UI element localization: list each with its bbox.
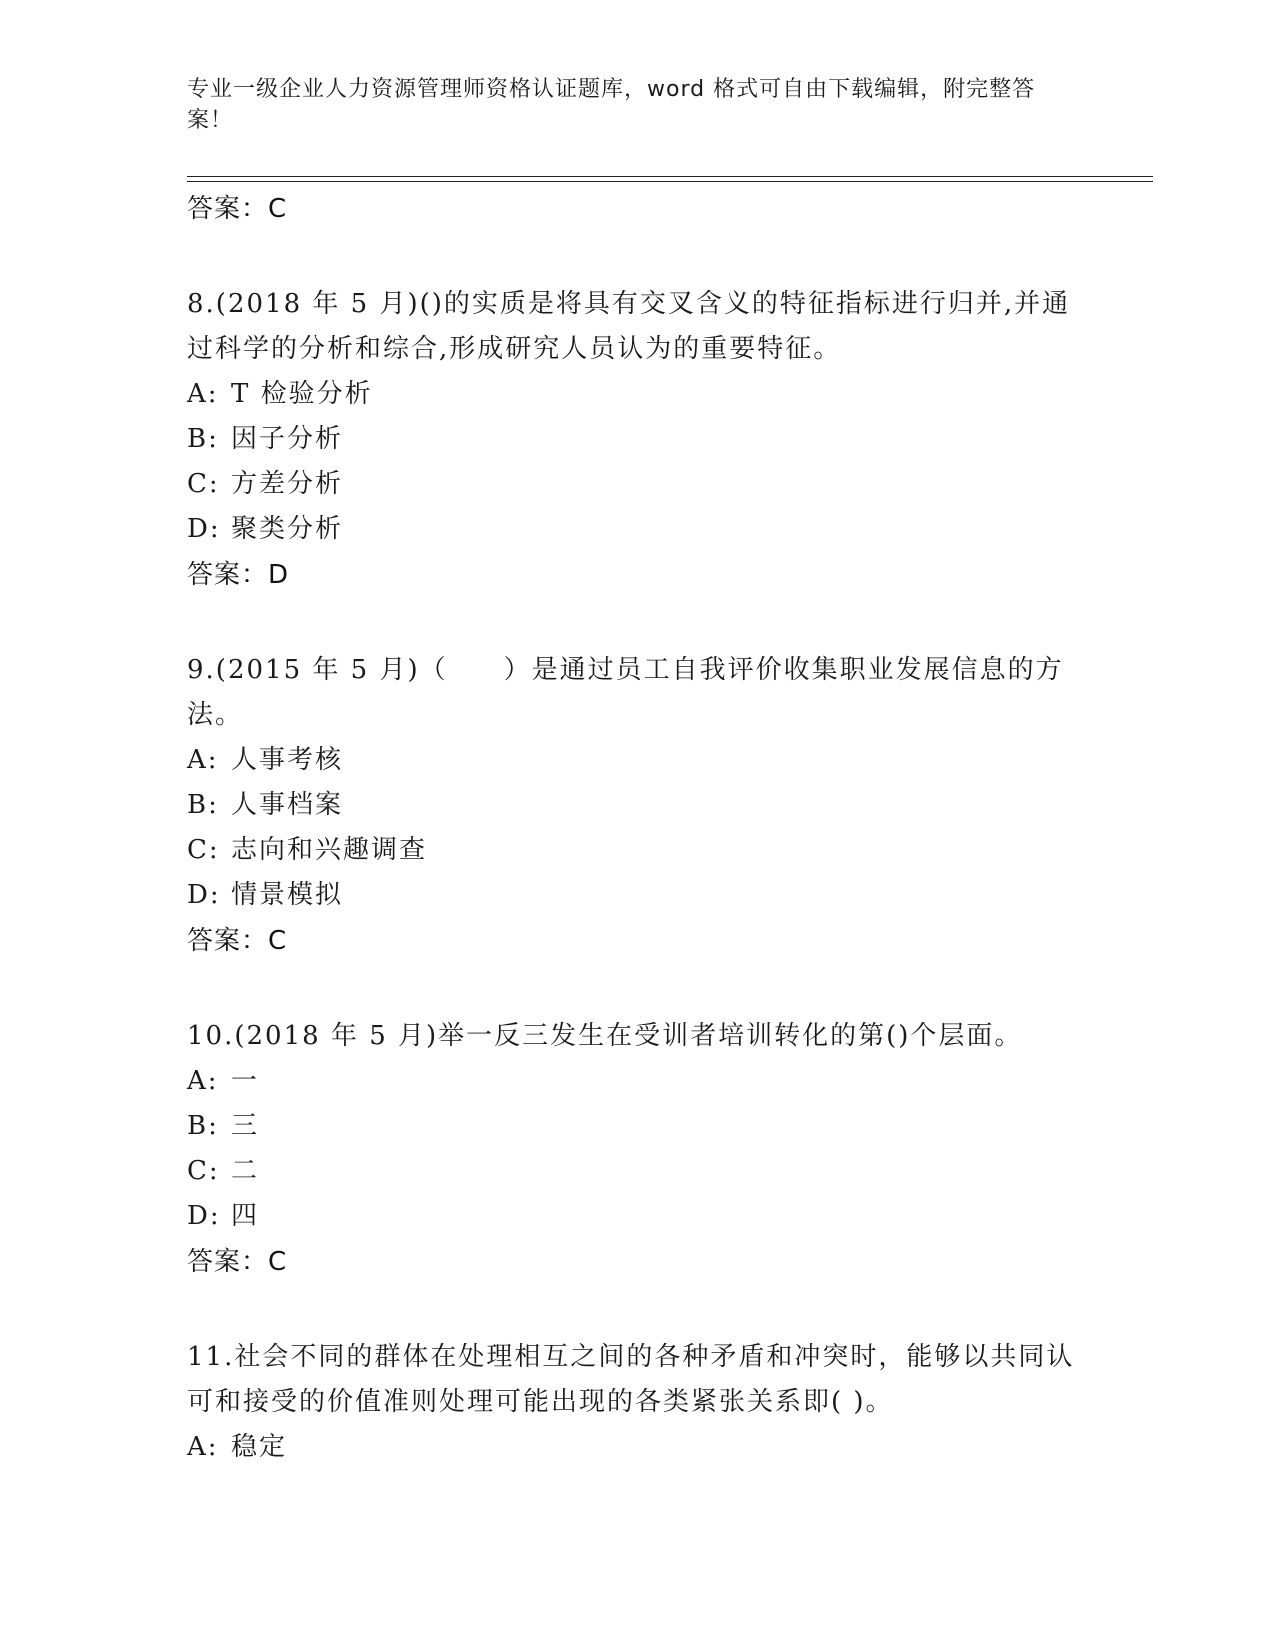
option-text: 志向和兴趣调查 — [231, 835, 428, 865]
option-a — [187, 372, 1087, 417]
option-text: 二 — [231, 1156, 260, 1186]
option-c — [187, 1149, 1087, 1194]
option-text: 人事考核 — [231, 745, 344, 775]
question-stem: 9.(2015 年 5 月)（ ）是通过员工自我评价收集职业发展信息的方法。 — [187, 655, 1064, 730]
option-letter: D: — [187, 880, 221, 910]
option-b — [187, 417, 1087, 462]
option-letter: C: — [187, 469, 220, 499]
question-item — [187, 282, 1087, 598]
answer-line: 答案：C — [187, 194, 288, 224]
option-letter: B: — [187, 790, 219, 820]
option-text: 因子分析 — [231, 424, 344, 454]
option-letter: D: — [187, 514, 221, 544]
option-text: 方差分析 — [231, 469, 344, 499]
option-letter: A: — [187, 1432, 219, 1462]
option-a — [187, 1059, 1087, 1104]
option-letter: B: — [187, 1111, 219, 1141]
question-stem: 11.社会不同的群体在处理相互之间的各种矛盾和冲突时，能够以共同认可和接受的价值准则处理可能出现的各类紧张关系即( )。 — [187, 1342, 1075, 1417]
option-b — [187, 783, 1087, 828]
header-divider-bottom — [187, 181, 1153, 182]
option-b — [187, 1104, 1087, 1149]
question-stem: 10.(2018 年 5 月)举一反三发生在受训者培训转化的第()个层面。 — [187, 1021, 1023, 1051]
option-letter: C: — [187, 835, 220, 865]
option-text: T 检验分析 — [231, 379, 373, 409]
option-a — [187, 738, 1087, 783]
option-d — [187, 507, 1087, 552]
option-text: 聚类分析 — [231, 514, 344, 544]
option-letter: D: — [187, 1201, 221, 1231]
question-item — [187, 1014, 1087, 1285]
option-letter: A: — [187, 745, 219, 775]
option-letter: A: — [187, 1066, 219, 1096]
option-text: 情景模拟 — [231, 880, 344, 910]
option-text: 一 — [231, 1066, 260, 1096]
header-divider-top — [187, 176, 1153, 177]
option-text: 稳定 — [231, 1432, 288, 1462]
option-a — [187, 1425, 1087, 1470]
answer-line: 答案：D — [187, 560, 290, 590]
option-d — [187, 1194, 1087, 1239]
question-item — [187, 1335, 1087, 1470]
answer-line: 答案：C — [187, 926, 288, 956]
question-stem: 8.(2018 年 5 月)()的实质是将具有交叉含义的特征指标进行归并,并通过科学的分析和综合,形成研究人员认为的重要特征。 — [187, 289, 1071, 364]
option-c — [187, 462, 1087, 507]
answer-line: 答案：C — [187, 1247, 288, 1277]
question-item — [187, 648, 1087, 964]
question-list — [187, 186, 1087, 1520]
option-letter: A: — [187, 379, 219, 409]
option-d — [187, 873, 1087, 918]
option-c — [187, 828, 1087, 873]
option-text: 人事档案 — [231, 790, 344, 820]
option-text: 三 — [231, 1111, 260, 1141]
option-letter: B: — [187, 424, 219, 454]
page-header-text: 专业一级企业人力资源管理师资格认证题库，word 格式可自由下载编辑，附完整答案！ — [187, 77, 1036, 133]
option-letter: C: — [187, 1156, 220, 1186]
option-text: 四 — [231, 1201, 260, 1231]
